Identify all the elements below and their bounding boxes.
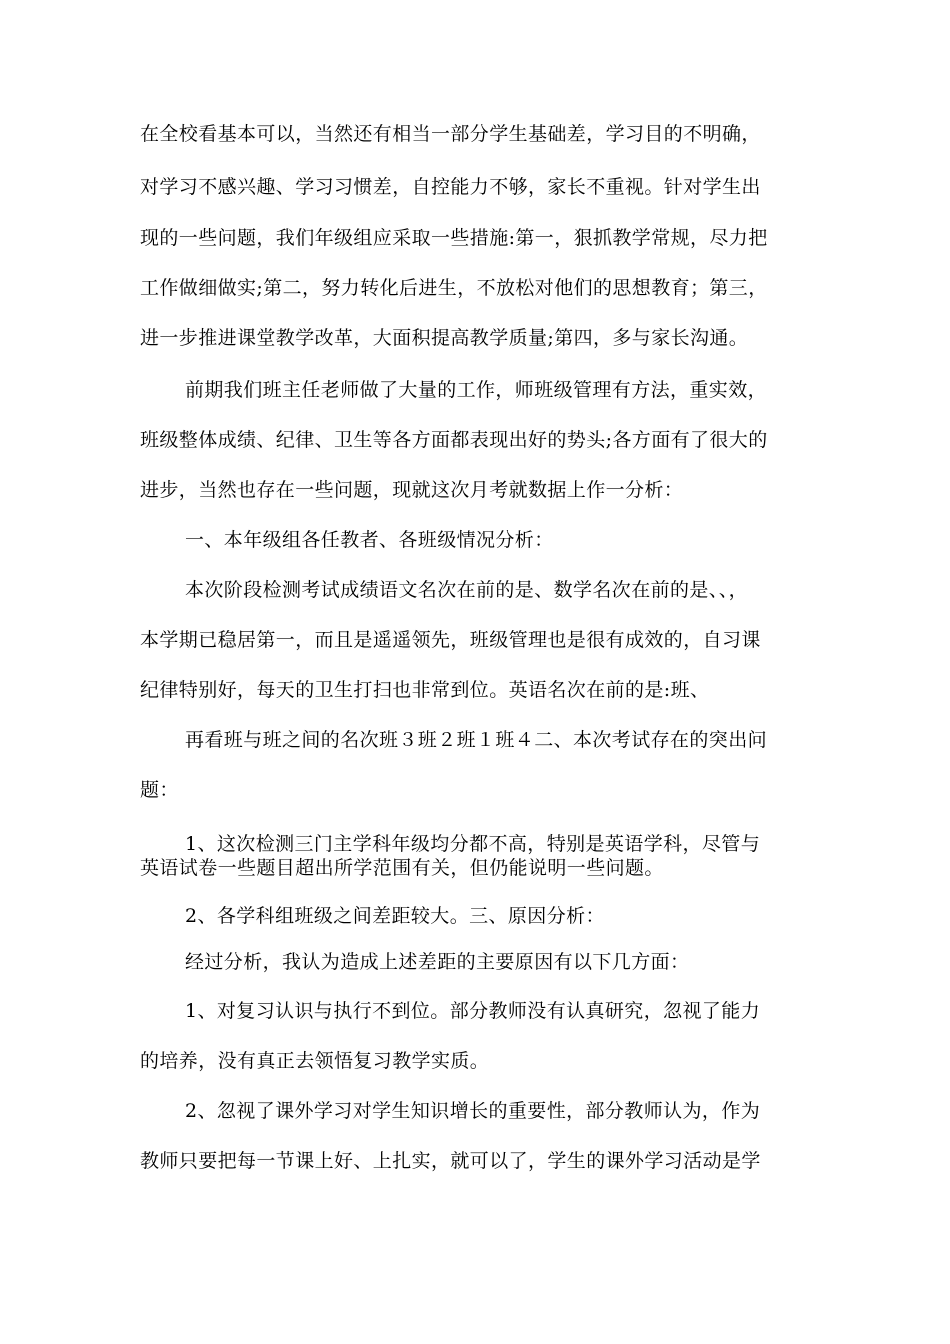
text-line: 英语试卷一些题目超出所学范围有关，但仍能说明一些问题。 (140, 857, 664, 879)
text-line: 经过分析，我认为造成上述差距的主要原因有以下几方面： (185, 951, 690, 973)
text-line: 对学习不感兴趣、学习习惯差，自控能力不够，家长不重视。针对学生出 (140, 176, 761, 198)
text-line: 前期我们班主任老师做了大量的工作，师班级管理有方法，重实效， (185, 379, 768, 401)
section-heading: 一、本年级组各任教者、各班级情况分析： (185, 529, 554, 551)
text-line: 工作做细做实;第二，努力转化后进生，不放松对他们的思想教育；第三， (140, 277, 768, 299)
text-line: 进一步推进课堂教学改革，大面积提高教学质量;第四，多与家长沟通。 (140, 327, 749, 349)
text-line: 教师只要把每一节课上好、上扎实，就可以了，学生的课外学习活动是学 (140, 1150, 761, 1172)
text-line: 2、忽视了课外学习对学生知识增长的重要性，部分教师认为，作为 (185, 1100, 761, 1122)
text-line: 本学期已稳居第一，而且是遥遥领先，班级管理也是很有成效的，自习课 (140, 629, 761, 651)
text-line: 在全校看基本可以，当然还有相当一部分学生基础差，学习目的不明确， (140, 123, 761, 145)
text-line: 本次阶段检测考试成绩语文名次在前的是、数学名次在前的是、、， (185, 579, 749, 601)
text-line: 进步，当然也存在一些问题，现就这次月考就数据上作一分析： (140, 479, 684, 501)
text-line: 现的一些问题，我们年级组应采取一些措施:第一，狠抓教学常规，尽力把 (140, 227, 768, 249)
text-line: 1、这次检测三门主学科年级均分都不高，特别是英语学科，尽管与 (185, 833, 761, 855)
text-line: 纪律特别好，每天的卫生打扫也非常到位。英语名次在前的是:班、 (140, 679, 710, 701)
text-line: 题： (140, 779, 179, 801)
text-line: 1、对复习认识与执行不到位。部分教师没有认真研究，忽视了能力 (185, 1000, 761, 1022)
text-line: 班级整体成绩、纪律、卫生等各方面都表现出好的势头;各方面有了很大的 (140, 429, 768, 451)
text-line: 的培养，没有真正去领悟复习教学实质。 (140, 1050, 490, 1072)
text-line: 2、各学科组班级之间差距较大。三、原因分析： (185, 905, 605, 927)
text-line: 再看班与班之间的名次班３班２班１班４二、本次考试存在的突出问 (185, 729, 768, 751)
